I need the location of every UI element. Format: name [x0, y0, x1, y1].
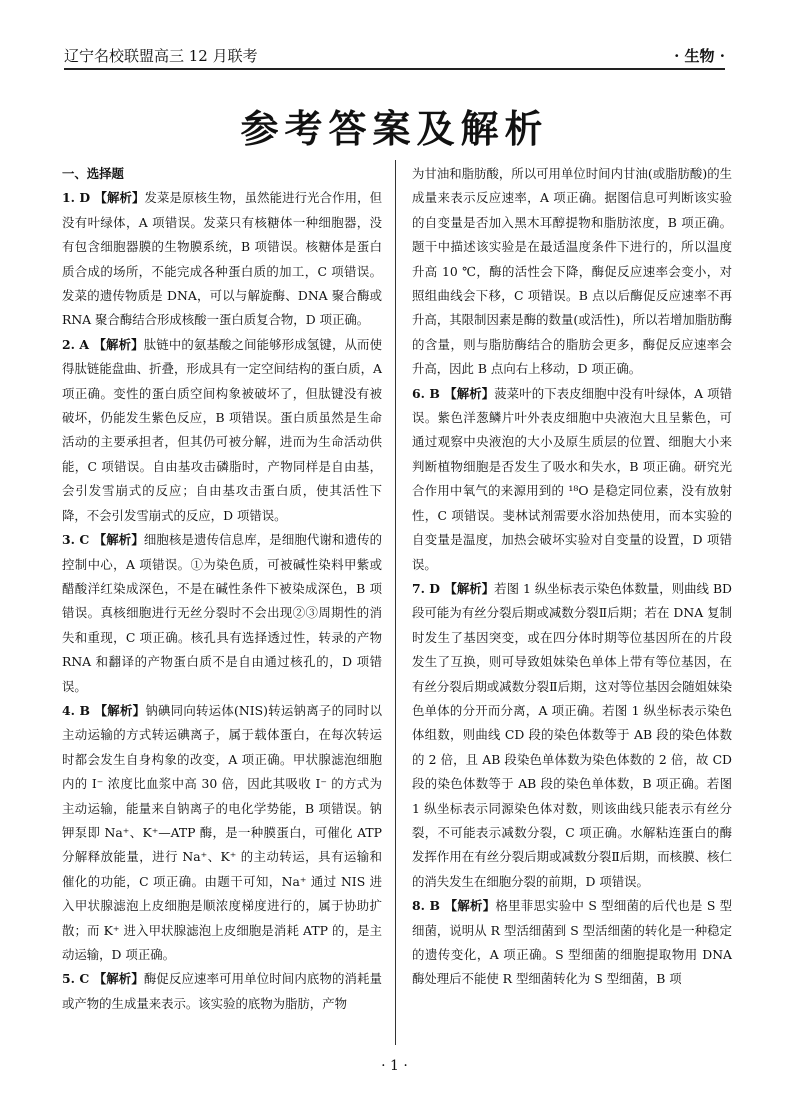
page-number: · 1 · — [381, 1058, 408, 1074]
answer-lead: 5. C 【解析】 — [62, 971, 144, 987]
answer-item — [62, 528, 382, 699]
answer-item — [62, 333, 382, 528]
answer-lead: 1. D 【解析】 — [62, 190, 145, 206]
answer-text: 酶促反应速率可用单位时间内底物的消耗量或产物的生成量来表示。该实验的底物为脂肪，产物 — [62, 971, 382, 1011]
page-title: 参考答案及解析 — [240, 107, 549, 151]
answer-lead: 2. A 【解析】 — [62, 336, 144, 352]
answer-item — [412, 894, 732, 992]
answer-text: 发菜是原核生物，虽然能进行光合作用，但没有叶绿体，A 项错误。发菜只有核糖体一种细胞器，没有包含细胞器膜的生物膜系统，B 项错误。核糖体是蛋白质合成的场所，不能完成各种蛋白质的加工，C 项错误。发菜的遗传物质是 DNA，可以与解旋酶、DNA 聚合酶或 RNA 聚合酶结合形成核酸一蛋白质复合物，D 项正确。 — [62, 190, 382, 328]
answer-text: 为甘油和脂肪酸，所以可用单位时间内甘油(或脂肪酸)的生成量来表示反应速率，A 项正确。据图信息可判断该实验的自变量是否加入黑木耳醇提物和脂肪浓度，B 项正确。题干中描述该实验是在最适温度条件下进行的，所以温度升高 10 ℃，酶的活性会下降，酶促反应速率会变小，对照组曲线会下移，C 项错误。B 点以后酶促反应速率不再升高，其限制因素是酶的数量(或活性)，所以若增加脂肪酶的含量，则与脂肪酶结合的脂肪会更多，酶促反应速率会升高，因此 B 点向右上移动，D 项正确。 — [412, 166, 732, 377]
section-title: 一、选择题 — [62, 166, 124, 181]
answer-item — [62, 967, 382, 1016]
answer-item — [412, 382, 732, 577]
answer-lead: 3. C 【解析】 — [62, 532, 144, 548]
subject-label: · 生物 · — [674, 47, 725, 65]
answer-item — [62, 186, 382, 332]
column-divider — [395, 160, 396, 1045]
answer-lead: 6. B 【解析】 — [412, 385, 495, 401]
answer-lead: 4. B 【解析】 — [62, 702, 146, 718]
page-header — [64, 36, 725, 70]
answer-lead: 7. D 【解析】 — [412, 580, 495, 596]
answer-text: 菠菜叶的下表皮细胞中没有叶绿体，A 项错误。紫色洋葱鳞片叶外表皮细胞中央液泡大且呈紫色，可通过观察中央液泡的大小及原生质层的位置、细胞大小来判断植物细胞是否发生了吸水和失水，B 项正确。研究光合作用中氧气的来源用到的 ¹⁸O 是稳定同位素，没有放射性，C 项错误。斐林试剂需要水浴加热使用，而本实验的自变量是温度，加热会破坏实验对自变量的设置，D 项错误。 — [412, 385, 732, 572]
right-column — [412, 162, 732, 992]
exam-name: 辽宁名校联盟高三 12 月联考 — [64, 47, 258, 65]
answer-lead: 8. B 【解析】 — [412, 898, 496, 914]
answer-item — [412, 162, 732, 382]
answer-text: 肽链中的氨基酸之间能够形成氢键，从而使得肽链能盘曲、折叠，形成具有一定空间结构的蛋白质，A 项正确。变性的蛋白质空间构象被破坏了，但肽键没有被破坏，仍能发生紫色反应，B 项错误。蛋白质虽然是生命活动的主要承担者，但其仍可被分解，进而为生命活动供能，C 项错误。自由基攻击磷脂时，产物同样是自由基，会引发雪崩式的反应；自由基攻击蛋白质，使其活性下降，不会引发雪崩式的反应，D 项错误。 — [62, 336, 382, 523]
answer-text: 格里菲思实验中 S 型细菌的后代也是 S 型细菌，说明从 R 型活细菌到 S 型活细菌的转化是一种稳定的遗传变化，A 项正确。S 型细菌的细胞提取物用 DNA 酶处理后不能使 R 型细菌转化为 S 型细菌，B 项 — [412, 898, 733, 987]
answer-text: 钠碘同向转运体(NIS)转运钠离子的同时以主动运输的方式转运碘离子，属于载体蛋白，在每次转运时都会发生自身构象的改变，A 项正确。甲状腺滤泡细胞内的 I⁻ 浓度比血浆中高 30 倍，因此其吸收 I⁻ 的方式为主动运输，能量来自钠离子的电化学势能，B 项错误。钠钾泵即 Na⁺、K⁺—ATP 酶，是一种膜蛋白，可催化 ATP 分解释放能量，进行 Na⁺、K⁺ 的主动转运，具有运输和催化的功能，C 项正确。由题干可知，Na⁺ 通过 NIS 进入甲状腺滤泡上皮细胞是顺浓度梯度进行的，属于协助扩散；而 K⁺ 进入甲状腺滤泡上皮细胞是消耗 ATP 的，是主动运输，D 项正确。 — [62, 702, 382, 962]
answer-text: 细胞核是遗传信息库，是细胞代谢和遗传的控制中心，A 项错误。①为染色质，可被碱性染料甲紫或醋酸洋红染成深色，不是在碱性条件下被染成深色，B 项错误。真核细胞进行无丝分裂时不会出现②③周期性的消失和重现，C 项正确。核孔具有选择透过性，转录的产物 RNA 和翻译的产物蛋白质不是自由通过核孔的，D 项错误。 — [62, 532, 382, 694]
answer-item — [412, 577, 732, 894]
left-column — [62, 162, 382, 1016]
answer-item — [62, 699, 382, 967]
answer-text: 若图 1 纵坐标表示染色体数量，则曲线 BD 段可能为有丝分裂后期或减数分裂Ⅱ后期；若在 DNA 复制时发生了基因突变，或在四分体时期等位基因所在的片段发生了互换，则可导致姐妹染色单体上带有等位基因，在有丝分裂后期或减数分裂Ⅱ后期，这对等位基因会随姐妹染色单体的分开而分离，A 项正确。若图 1 纵坐标表示染色体组数，则曲线 CD 段的染色体数等于 AB 段的染色体数的 2 倍，且 AB 段染色单体数为染色体数的 2 倍，故 CD 段的染色体数等于 AB 段的染色单体数，B 项正确。若图 1 纵坐标表示同源染色体对数，则该曲线只能表示有丝分裂，不可能表示减数分裂，C 项正确。水解粘连蛋白的酶发挥作用在有丝分裂后期或减数分裂Ⅱ后期，而核膜、核仁的消失发生在细胞分裂的前期，D 项错误。 — [412, 580, 732, 889]
